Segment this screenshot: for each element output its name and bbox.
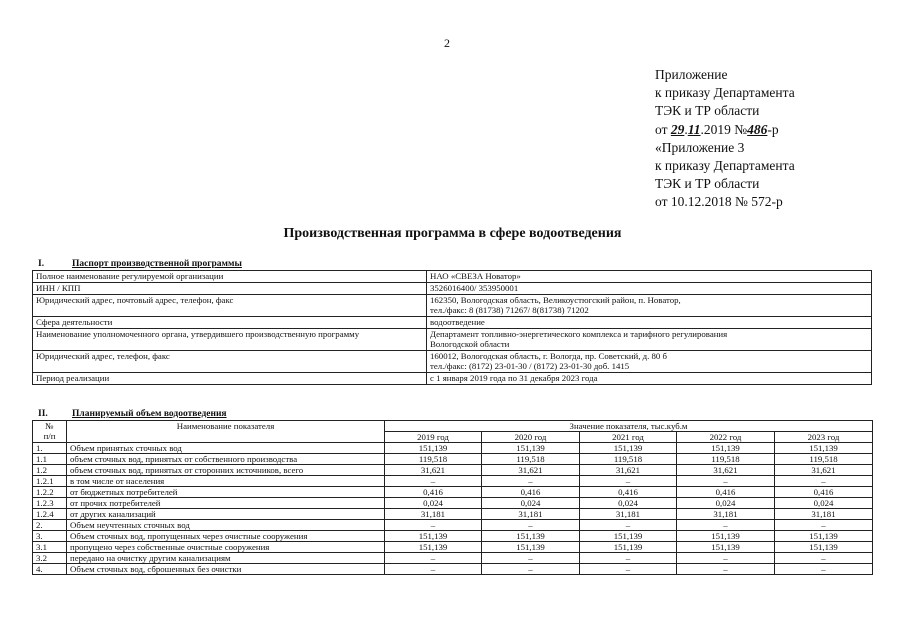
- year-header: 2022 год: [677, 432, 775, 443]
- value-cell: 151,139: [385, 443, 482, 454]
- passport-label: Полное наименование регулируемой организации: [33, 271, 427, 283]
- table-row: [33, 564, 873, 575]
- value-cell: –: [775, 476, 873, 487]
- row-name: пропущено через собственные очистные сооружения: [67, 542, 385, 553]
- passport-value-line: 3526016400/ 353950001: [430, 283, 519, 293]
- table-row: [33, 283, 872, 295]
- table-row: [33, 520, 873, 531]
- value-cell: –: [775, 564, 873, 575]
- appendix-line: Приложение: [655, 67, 728, 82]
- value-cell: –: [580, 564, 677, 575]
- value-cell: –: [385, 520, 482, 531]
- table-row: [33, 373, 872, 385]
- row-number: 1.1: [33, 454, 67, 465]
- value-cell: –: [775, 520, 873, 531]
- row-number: 4.: [33, 564, 67, 575]
- section1-heading: [38, 259, 242, 269]
- value-cell: –: [580, 476, 677, 487]
- passport-value: [427, 271, 872, 283]
- value-cell: 0,024: [482, 498, 580, 509]
- passport-value-line: Департамент топливно-энергетического комплекса и тарифного регулирования: [430, 329, 728, 339]
- row-number: 3.1: [33, 542, 67, 553]
- col-number-header-line: п/п: [43, 431, 56, 441]
- passport-value-line: тел./факс: (8172) 23-01-30 / (8172) 23-01-30 доб. 1415: [430, 361, 630, 371]
- section2-number: II.: [38, 409, 48, 419]
- row-name: Объем неучтенных сточных вод: [67, 520, 385, 531]
- section2-heading: [38, 409, 227, 419]
- passport-value: [427, 295, 872, 317]
- value-cell: 151,139: [482, 443, 580, 454]
- header-row: [33, 421, 873, 432]
- value-cell: 0,416: [580, 487, 677, 498]
- value-cell: –: [775, 553, 873, 564]
- appendix-line: «Приложение 3: [655, 139, 745, 155]
- value-cell: 151,139: [677, 542, 775, 553]
- year-header: 2021 год: [580, 432, 677, 443]
- value-cell: 119,518: [482, 454, 580, 465]
- value-cell: 151,139: [580, 443, 677, 454]
- row-number: 1.2.2: [33, 487, 67, 498]
- year-header: 2020 год: [482, 432, 580, 443]
- value-cell: 119,518: [775, 454, 873, 465]
- table-row: [33, 295, 872, 317]
- handwritten-day: 29: [670, 121, 685, 137]
- passport-value-line: НАО «СВЕЗА Новатор»: [430, 271, 521, 281]
- value-cell: 119,518: [385, 454, 482, 465]
- value-cell: 119,518: [580, 454, 677, 465]
- order-date-line: [655, 121, 795, 139]
- value-cell: –: [482, 553, 580, 564]
- row-number: 1.2: [33, 465, 67, 476]
- table-row: [33, 498, 873, 509]
- table-row: [33, 553, 873, 564]
- passport-value: [427, 351, 872, 373]
- value-cell: 151,139: [677, 443, 775, 454]
- volume-table: [32, 420, 873, 575]
- value-cell: 31,621: [385, 465, 482, 476]
- value-cell: 151,139: [482, 531, 580, 542]
- passport-label: Юридический адрес, почтовый адрес, телефон, факс: [33, 295, 427, 317]
- passport-label: Юридический адрес, телефон, факс: [33, 351, 427, 373]
- value-cell: 31,621: [677, 465, 775, 476]
- order-suffix: -р: [767, 121, 779, 137]
- table-row: [33, 317, 872, 329]
- value-cell: 0,416: [385, 487, 482, 498]
- row-number: 2.: [33, 520, 67, 531]
- row-name: от бюджетных потребителей: [67, 487, 385, 498]
- value-cell: 0,416: [482, 487, 580, 498]
- col-value-header: Значение показателя, тыс.куб.м: [385, 421, 873, 432]
- passport-value-line: с 1 января 2019 года по 31 декабря 2023 года: [430, 373, 598, 383]
- col-number-header: [33, 421, 67, 443]
- table-row: [33, 329, 872, 351]
- appendix-line: к приказу Департамента: [655, 158, 795, 174]
- col-name-header: Наименование показателя: [67, 421, 385, 443]
- value-cell: 0,024: [677, 498, 775, 509]
- passport-value-line: 160012, Вологодская область, г. Вологда, пр. Советский, д. 80 б: [430, 351, 668, 361]
- appendix-line: к приказу Департамента: [655, 85, 795, 101]
- appendix-line: ТЭК и ТР области: [655, 176, 760, 192]
- document-title: Производственная программа в сфере водоотведения: [283, 226, 622, 241]
- year-header: 2019 год: [385, 432, 482, 443]
- table-row: [33, 465, 873, 476]
- table-row: [33, 351, 872, 373]
- passport-value-line: Вологодской области: [430, 339, 510, 349]
- value-cell: 151,139: [385, 531, 482, 542]
- value-cell: –: [482, 564, 580, 575]
- value-cell: –: [677, 564, 775, 575]
- value-cell: 31,621: [775, 465, 873, 476]
- row-name: в том числе от населения: [67, 476, 385, 487]
- passport-value: [427, 329, 872, 351]
- value-cell: 0,024: [775, 498, 873, 509]
- handwritten-month: 11: [687, 121, 701, 137]
- value-cell: 31,181: [677, 509, 775, 520]
- value-cell: 151,139: [385, 542, 482, 553]
- passport-value: [427, 373, 872, 385]
- passport-label: Сфера деятельности: [33, 317, 427, 329]
- appendix-block: [655, 66, 795, 212]
- passport-value: [427, 317, 872, 329]
- value-cell: 31,181: [385, 509, 482, 520]
- value-cell: 31,181: [580, 509, 677, 520]
- passport-value: [427, 283, 872, 295]
- value-cell: –: [677, 476, 775, 487]
- value-cell: 151,139: [580, 531, 677, 542]
- value-cell: –: [580, 553, 677, 564]
- row-number: 3.: [33, 531, 67, 542]
- row-name: объем сточных вод, принятых от собственного производства: [67, 454, 385, 465]
- row-number: 1.2.4: [33, 509, 67, 520]
- section1-title: Паспорт производственной программы: [72, 259, 242, 269]
- passport-label: Период реализации: [33, 373, 427, 385]
- value-cell: –: [580, 520, 677, 531]
- order-prefix: от: [655, 121, 671, 137]
- value-cell: 31,181: [482, 509, 580, 520]
- row-number: 1.2.3: [33, 498, 67, 509]
- value-cell: 119,518: [677, 454, 775, 465]
- table-row: [33, 487, 873, 498]
- table-row: [33, 443, 873, 454]
- value-cell: 151,139: [482, 542, 580, 553]
- year-header: 2023 год: [775, 432, 873, 443]
- value-cell: –: [385, 476, 482, 487]
- table-row: [33, 454, 873, 465]
- value-cell: –: [482, 520, 580, 531]
- value-cell: 31,621: [482, 465, 580, 476]
- value-cell: 151,139: [775, 531, 873, 542]
- row-number: 3.2: [33, 553, 67, 564]
- value-cell: –: [482, 476, 580, 487]
- handwritten-order-number: 486: [747, 121, 768, 137]
- section2-title: Планируемый объем водоотведения: [72, 409, 227, 419]
- table-row: [33, 509, 873, 520]
- row-name: передано на очистку другим канализациям: [67, 553, 385, 564]
- col-number-header-line: №: [45, 421, 54, 431]
- row-name: Объем принятых сточных вод: [67, 443, 385, 454]
- appendix-line: ТЭК и ТР области: [655, 103, 760, 119]
- passport-value-line: 162350, Вологодская область, Великоустюгский район, п. Новатор,: [430, 295, 681, 305]
- row-number: 1.2.1: [33, 476, 67, 487]
- appendix-line: от 10.12.2018 № 572-р: [655, 194, 783, 210]
- value-cell: 151,139: [677, 531, 775, 542]
- value-cell: –: [385, 553, 482, 564]
- row-name: от других канализаций: [67, 509, 385, 520]
- value-cell: –: [677, 553, 775, 564]
- row-number: 1.: [33, 443, 67, 454]
- value-cell: 0,416: [775, 487, 873, 498]
- order-dot: .: [684, 121, 688, 137]
- value-cell: 31,621: [580, 465, 677, 476]
- value-cell: 31,181: [775, 509, 873, 520]
- passport-label: Наименование уполномоченного органа, утвердившего производственную программу: [33, 329, 427, 351]
- row-name: от прочих потребителей: [67, 498, 385, 509]
- value-cell: 0,024: [385, 498, 482, 509]
- row-name: Объем сточных вод, пропущенных через очистные сооружения: [67, 531, 385, 542]
- section1-number: I.: [38, 259, 45, 269]
- passport-value-line: тел./факс: 8 (81738) 71267/ 8(81738) 71202: [430, 305, 589, 315]
- value-cell: 151,139: [580, 542, 677, 553]
- value-cell: –: [385, 564, 482, 575]
- value-cell: 151,139: [775, 443, 873, 454]
- passport-table: [32, 270, 872, 385]
- passport-value-line: водоотведение: [430, 317, 485, 327]
- table-row: [33, 476, 873, 487]
- passport-label: ИНН / КПП: [33, 283, 427, 295]
- value-cell: 0,416: [677, 487, 775, 498]
- table-row: [33, 542, 873, 553]
- table-row: [33, 271, 872, 283]
- value-cell: 0,024: [580, 498, 677, 509]
- row-name: объем сточных вод, принятых от сторонних источников, всего: [67, 465, 385, 476]
- value-cell: –: [677, 520, 775, 531]
- order-year: .2019 №: [700, 121, 748, 137]
- page-number: 2: [444, 36, 450, 50]
- table-row: [33, 531, 873, 542]
- row-name: Объем сточных вод, сброшенных без очистки: [67, 564, 385, 575]
- value-cell: 151,139: [775, 542, 873, 553]
